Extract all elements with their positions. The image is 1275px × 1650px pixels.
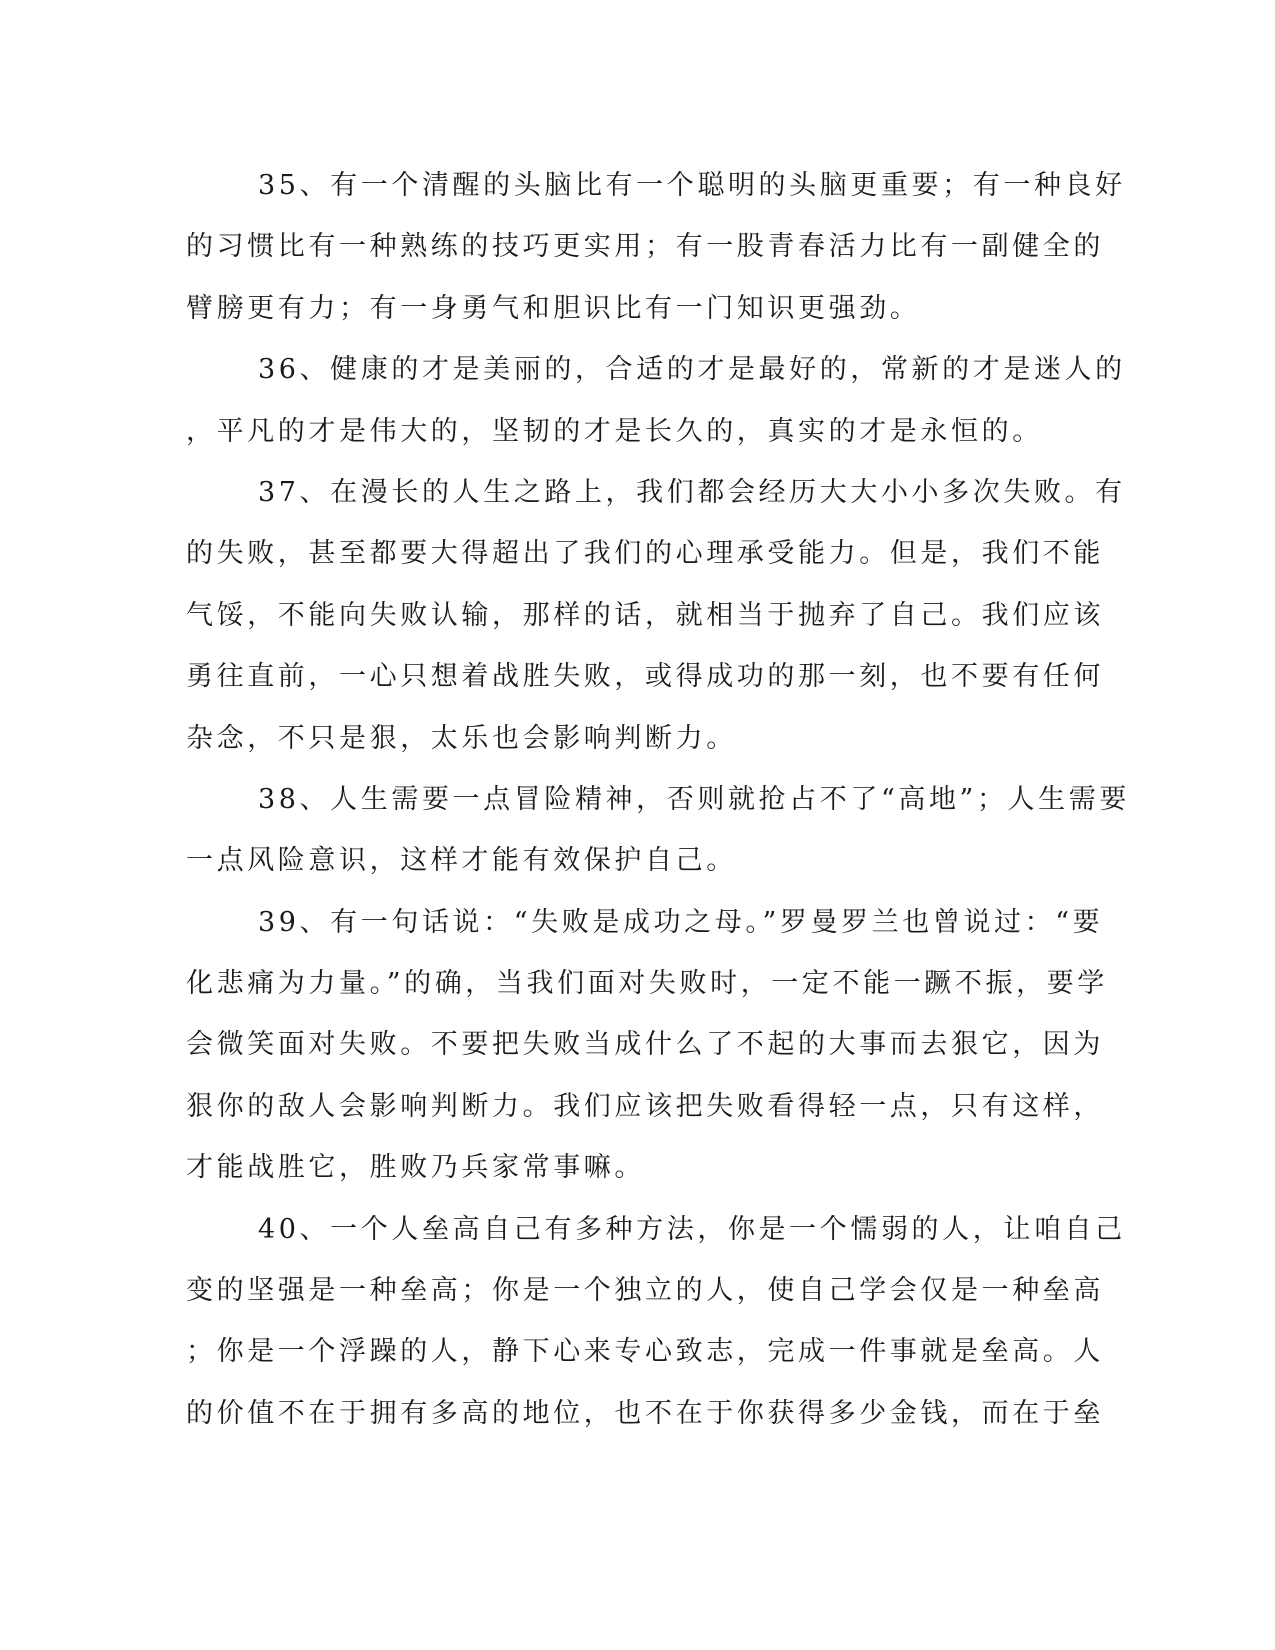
paragraph-first-line: 36、健康的才是美丽的，合适的才是最好的，常新的才是迷人的 — [258, 354, 1126, 386]
paragraph-line: 会微笑面对失败。不要把失败当成什么了不起的大事而去狠它，因为 — [186, 1029, 1104, 1061]
paragraph-line: 的价值不在于拥有多高的地位，也不在于你获得多少金钱，而在于垒 — [186, 1397, 1104, 1429]
paragraph-line: ，平凡的才是伟大的，坚韧的才是长久的，真实的才是永恒的。 — [186, 415, 1043, 447]
paragraph-line: 勇往直前，一心只想着战胜失败，或得成功的那一刻，也不要有任何 — [186, 661, 1104, 693]
paragraph-line: 杂念，不只是狠，太乐也会影响判断力。 — [186, 722, 737, 754]
paragraph-first-line: 40、一个人垒高自己有多种方法，你是一个懦弱的人，让咱自己 — [258, 1213, 1126, 1245]
paragraph-line: 变的坚强是一种垒高；你是一个独立的人，使自己学会仅是一种垒高 — [186, 1275, 1104, 1307]
paragraph-line: 气馁，不能向失败认输，那样的话，就相当于抛弃了自己。我们应该 — [186, 599, 1104, 631]
paragraph-line: 才能战胜它，胜败乃兵家常事嘛。 — [186, 1152, 645, 1184]
document-body — [186, 155, 1130, 1444]
paragraph-line: 的失败，甚至都要大得超出了我们的心理承受能力。但是，我们不能 — [186, 538, 1104, 570]
paragraph-line: 的习惯比有一种熟练的技巧更实用；有一股青春活力比有一副健全的 — [186, 231, 1104, 263]
paragraph-line: 臂膀更有力；有一身勇气和胆识比有一门知识更强劲。 — [186, 292, 921, 324]
paragraph-first-line: 38、人生需要一点冒险精神，否则就抢占不了“高地”；人生需要 — [258, 783, 1130, 815]
paragraph-line: 狠你的敌人会影响判断力。我们应该把失败看得轻一点，只有这样， — [186, 1090, 1104, 1122]
paragraph-first-line: 35、有一个清醒的头脑比有一个聪明的头脑更重要；有一种良好 — [258, 170, 1126, 201]
paragraph-line: 一点风险意识，这样才能有效保护自己。 — [186, 845, 737, 877]
paragraph-first-line: 37、在漫长的人生之路上，我们都会经历大大小小多次失败。有 — [258, 476, 1126, 508]
paragraph-first-line: 39、有一句话说：“失败是成功之母。”罗曼罗兰也曾说过：“要 — [258, 906, 1104, 938]
paragraph-line: ；你是一个浮躁的人，静下心来专心致志，完成一件事就是垒高。人 — [186, 1336, 1104, 1368]
paragraph-line: 化悲痛为力量。”的确，当我们面对失败时，一定不能一蹶不振，要学 — [186, 968, 1108, 1000]
